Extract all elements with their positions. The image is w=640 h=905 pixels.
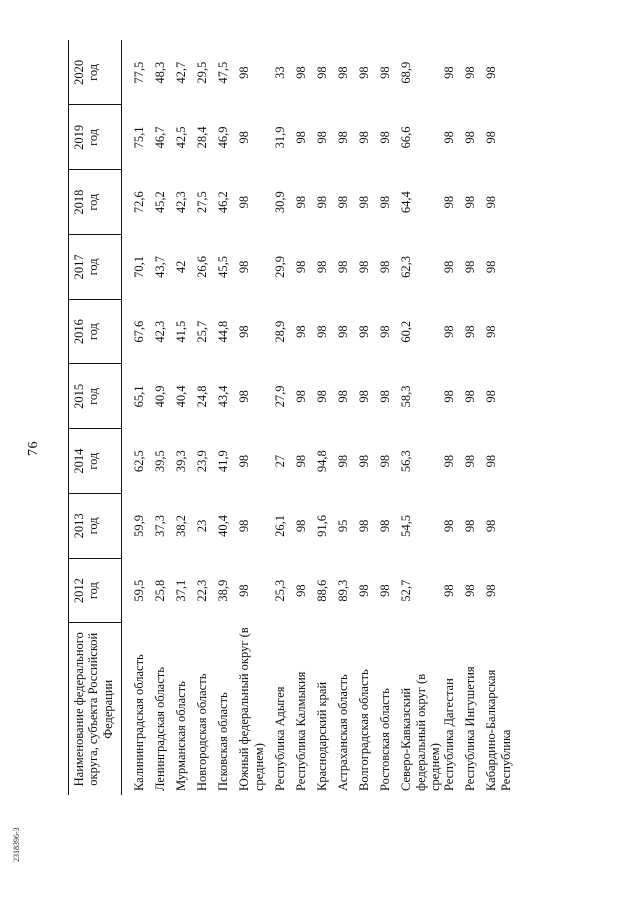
value-cell: 98 — [378, 260, 393, 274]
value-cell: 98 — [378, 195, 393, 209]
table-row — [273, 40, 294, 795]
value-cell: 98 — [294, 519, 309, 533]
year-unit-label: год — [86, 63, 101, 81]
table-row — [463, 40, 484, 795]
value-cell: 98 — [442, 325, 457, 338]
value-cell: 98 — [442, 260, 457, 274]
value-cell: 98 — [237, 260, 252, 274]
value-cell: 98 — [336, 195, 351, 209]
column-header-year — [69, 105, 122, 170]
document-code: 2318396-3 — [12, 827, 21, 862]
value-cell: 62,5 — [132, 450, 147, 473]
value-cell: 98 — [315, 325, 330, 338]
value-cell: 98 — [484, 584, 499, 597]
value-cell: 98 — [442, 390, 457, 403]
year-label: 2014 — [72, 448, 86, 474]
column-header-year — [69, 364, 122, 429]
value-cell: 25,3 — [273, 579, 288, 602]
value-cell: 98 — [378, 66, 393, 79]
region-name: Псковская область — [216, 692, 231, 791]
value-cell: 98 — [237, 454, 252, 468]
value-cell: 22,3 — [195, 579, 210, 602]
table-row — [153, 40, 174, 795]
value-cell: 43,4 — [216, 385, 231, 408]
value-cell: 98 — [237, 66, 252, 79]
value-cell: 41,9 — [216, 450, 231, 473]
year-unit-label: год — [86, 387, 101, 405]
region-name: Краснодарский край — [315, 681, 330, 791]
value-cell: 46,2 — [216, 191, 231, 214]
value-cell: 44,8 — [216, 320, 231, 343]
value-cell: 28,9 — [273, 320, 288, 343]
year-unit-label: год — [86, 517, 101, 535]
value-cell: 98 — [463, 66, 478, 79]
table-row — [484, 40, 520, 795]
column-header-year — [69, 170, 122, 235]
value-cell: 40,9 — [153, 385, 168, 408]
year-unit-label: год — [86, 193, 101, 211]
year-unit-label: год — [86, 452, 101, 470]
value-cell: 98 — [237, 325, 252, 338]
region-name: Республика Калмыкия — [294, 671, 309, 791]
page-number: 76 — [26, 441, 41, 456]
value-cell: 98 — [336, 66, 351, 79]
value-cell: 98 — [378, 325, 393, 338]
value-cell: 40,4 — [216, 514, 231, 537]
region-name: Ленинградская область — [153, 667, 168, 791]
region-name: Кабардино-Балкарская Республика — [484, 669, 513, 791]
value-cell: 29,5 — [195, 61, 210, 84]
region-name: Новгородская область — [195, 673, 210, 791]
value-cell: 56,3 — [399, 450, 414, 473]
value-cell: 39,3 — [174, 450, 189, 473]
value-cell: 25,7 — [195, 320, 210, 343]
value-cell: 98 — [336, 131, 351, 144]
value-cell: 98 — [294, 325, 309, 338]
value-cell: 27,5 — [195, 191, 210, 214]
year-label: 2020 — [72, 59, 86, 85]
year-unit-label: год — [86, 323, 101, 341]
table-container — [68, 41, 576, 795]
value-cell: 98 — [336, 454, 351, 468]
value-cell: 98 — [357, 390, 372, 403]
column-header-year — [69, 40, 122, 105]
value-cell: 98 — [484, 260, 499, 274]
value-cell: 98 — [484, 519, 499, 533]
table-row — [294, 40, 315, 795]
value-cell: 75,1 — [132, 126, 147, 149]
value-cell: 40,4 — [174, 385, 189, 408]
value-cell: 88,6 — [315, 579, 330, 602]
value-cell: 26,6 — [195, 255, 210, 278]
value-cell: 98 — [442, 454, 457, 468]
value-cell: 33 — [273, 66, 288, 79]
value-cell: 98 — [237, 584, 252, 597]
table-row — [442, 40, 463, 795]
table-row — [315, 40, 336, 795]
value-cell: 98 — [463, 584, 478, 597]
value-cell: 98 — [484, 131, 499, 144]
value-cell: 62,3 — [399, 255, 414, 278]
value-cell: 98 — [484, 325, 499, 338]
value-cell: 98 — [484, 390, 499, 403]
year-unit-label: год — [86, 582, 101, 600]
table-header-row — [69, 40, 122, 795]
value-cell: 89,3 — [336, 579, 351, 602]
value-cell: 25,8 — [153, 579, 168, 602]
value-cell: 98 — [315, 390, 330, 403]
value-cell: 98 — [463, 325, 478, 338]
value-cell: 64,4 — [399, 191, 414, 214]
value-cell: 98 — [378, 519, 393, 533]
column-header-year — [69, 494, 122, 559]
value-cell: 41,5 — [174, 320, 189, 343]
value-cell: 65,1 — [132, 385, 147, 408]
value-cell: 38,2 — [174, 514, 189, 537]
value-cell: 98 — [442, 66, 457, 79]
value-cell: 77,5 — [132, 61, 147, 84]
table-row — [132, 40, 153, 795]
value-cell: 45,5 — [216, 255, 231, 278]
year-label: 2018 — [72, 189, 86, 215]
region-name: Ростовская область — [378, 688, 393, 791]
table-row — [195, 40, 216, 795]
region-name: Северо-Кавказский федеральный округ (в среднем) — [399, 673, 442, 791]
year-label: 2016 — [72, 319, 86, 345]
value-cell: 98 — [336, 260, 351, 274]
value-cell: 98 — [294, 131, 309, 144]
table-row — [336, 40, 357, 795]
year-label: 2012 — [72, 578, 86, 604]
value-cell: 98 — [484, 454, 499, 468]
value-cell: 98 — [294, 195, 309, 209]
value-cell: 43,7 — [153, 255, 168, 278]
value-cell: 98 — [357, 131, 372, 144]
region-name: Республика Адыгея — [273, 686, 288, 791]
column-header-year — [69, 429, 122, 494]
value-cell: 98 — [294, 66, 309, 79]
value-cell: 42,5 — [174, 126, 189, 149]
year-label: 2015 — [72, 383, 86, 409]
value-cell: 91,6 — [315, 514, 330, 537]
value-cell: 94,8 — [315, 450, 330, 473]
value-cell: 98 — [484, 195, 499, 209]
value-cell: 67,6 — [132, 320, 147, 343]
region-name: Калининградская область — [132, 654, 147, 791]
value-cell: 98 — [442, 195, 457, 209]
year-label: 2017 — [72, 254, 86, 280]
value-cell: 42,3 — [174, 191, 189, 214]
value-cell: 29,9 — [273, 255, 288, 278]
value-cell: 98 — [357, 519, 372, 533]
value-cell: 37,1 — [174, 579, 189, 602]
value-cell: 98 — [442, 519, 457, 533]
value-cell: 98 — [357, 325, 372, 338]
value-cell: 98 — [357, 66, 372, 79]
value-cell: 31,9 — [273, 126, 288, 149]
value-cell: 98 — [378, 454, 393, 468]
table-body — [122, 40, 521, 795]
value-cell: 38,9 — [216, 579, 231, 602]
table-row — [216, 40, 237, 795]
value-cell: 27,9 — [273, 385, 288, 408]
value-cell: 98 — [484, 66, 499, 79]
value-cell: 98 — [237, 390, 252, 403]
value-cell: 72,6 — [132, 191, 147, 214]
value-cell: 98 — [336, 390, 351, 403]
value-cell: 98 — [463, 454, 478, 468]
value-cell: 98 — [237, 195, 252, 209]
value-cell: 98 — [237, 131, 252, 144]
table-row — [378, 40, 399, 795]
year-label: 2013 — [72, 513, 86, 539]
value-cell: 98 — [294, 390, 309, 403]
value-cell: 54,5 — [399, 514, 414, 537]
value-cell: 39,5 — [153, 450, 168, 473]
value-cell: 98 — [378, 131, 393, 144]
column-header-year — [69, 299, 122, 364]
region-name: Мурманская область — [174, 681, 189, 791]
value-cell: 42 — [174, 260, 189, 274]
value-cell: 98 — [315, 195, 330, 209]
table-row — [237, 40, 273, 795]
region-name: Волгоградская область — [357, 669, 372, 791]
value-cell: 98 — [378, 390, 393, 403]
value-cell: 52,7 — [399, 579, 414, 602]
value-cell: 47,5 — [216, 61, 231, 84]
value-cell: 23 — [195, 519, 210, 533]
region-name: Астраханская область — [336, 674, 351, 791]
value-cell: 48,3 — [153, 61, 168, 84]
region-name: Республика Ингушетия — [463, 666, 478, 791]
value-cell: 95 — [336, 519, 351, 533]
value-cell: 30,9 — [273, 191, 288, 214]
value-cell: 28,4 — [195, 126, 210, 149]
value-cell: 98 — [315, 66, 330, 79]
column-header-year — [69, 235, 122, 300]
value-cell: 98 — [315, 131, 330, 144]
value-cell: 66,6 — [399, 126, 414, 149]
value-cell: 98 — [294, 260, 309, 274]
value-cell: 98 — [237, 519, 252, 533]
value-cell: 98 — [294, 454, 309, 468]
value-cell: 98 — [336, 325, 351, 338]
value-cell: 24,8 — [195, 385, 210, 408]
value-cell: 98 — [357, 195, 372, 209]
value-cell: 98 — [357, 260, 372, 274]
data-table — [68, 40, 520, 795]
value-cell: 58,3 — [399, 385, 414, 408]
value-cell: 98 — [463, 390, 478, 403]
value-cell: 98 — [463, 195, 478, 209]
region-name: Республика Дагестан — [442, 678, 457, 791]
region-name: Южный федеральный округ (в среднем) — [237, 627, 266, 791]
value-cell: 27 — [273, 454, 288, 468]
value-cell: 98 — [442, 131, 457, 144]
value-cell: 70,1 — [132, 255, 147, 278]
value-cell: 98 — [463, 519, 478, 533]
value-cell: 42,7 — [174, 61, 189, 84]
value-cell: 37,3 — [153, 514, 168, 537]
value-cell: 42,3 — [153, 320, 168, 343]
table-spacer — [122, 40, 133, 795]
value-cell: 98 — [357, 584, 372, 597]
value-cell: 23,9 — [195, 450, 210, 473]
value-cell: 98 — [463, 260, 478, 274]
value-cell: 60,2 — [399, 320, 414, 343]
value-cell: 46,9 — [216, 126, 231, 149]
value-cell: 45,2 — [153, 191, 168, 214]
table-row — [399, 40, 442, 795]
value-cell: 59,9 — [132, 514, 147, 537]
value-cell: 26,1 — [273, 514, 288, 537]
value-cell: 98 — [463, 131, 478, 144]
value-cell: 98 — [378, 584, 393, 597]
table-row — [357, 40, 378, 795]
year-unit-label: год — [86, 258, 101, 276]
value-cell: 68,9 — [399, 61, 414, 84]
value-cell: 98 — [357, 454, 372, 468]
value-cell: 98 — [442, 584, 457, 597]
table-row — [174, 40, 195, 795]
value-cell: 59,5 — [132, 579, 147, 602]
column-header-name: Наименование федерального округа, субъекта Российской Федерации — [72, 632, 115, 787]
value-cell: 98 — [294, 584, 309, 597]
year-unit-label: год — [86, 128, 101, 146]
value-cell: 98 — [315, 260, 330, 274]
value-cell: 46,7 — [153, 126, 168, 149]
year-label: 2019 — [72, 124, 86, 150]
column-header-year — [69, 558, 122, 623]
